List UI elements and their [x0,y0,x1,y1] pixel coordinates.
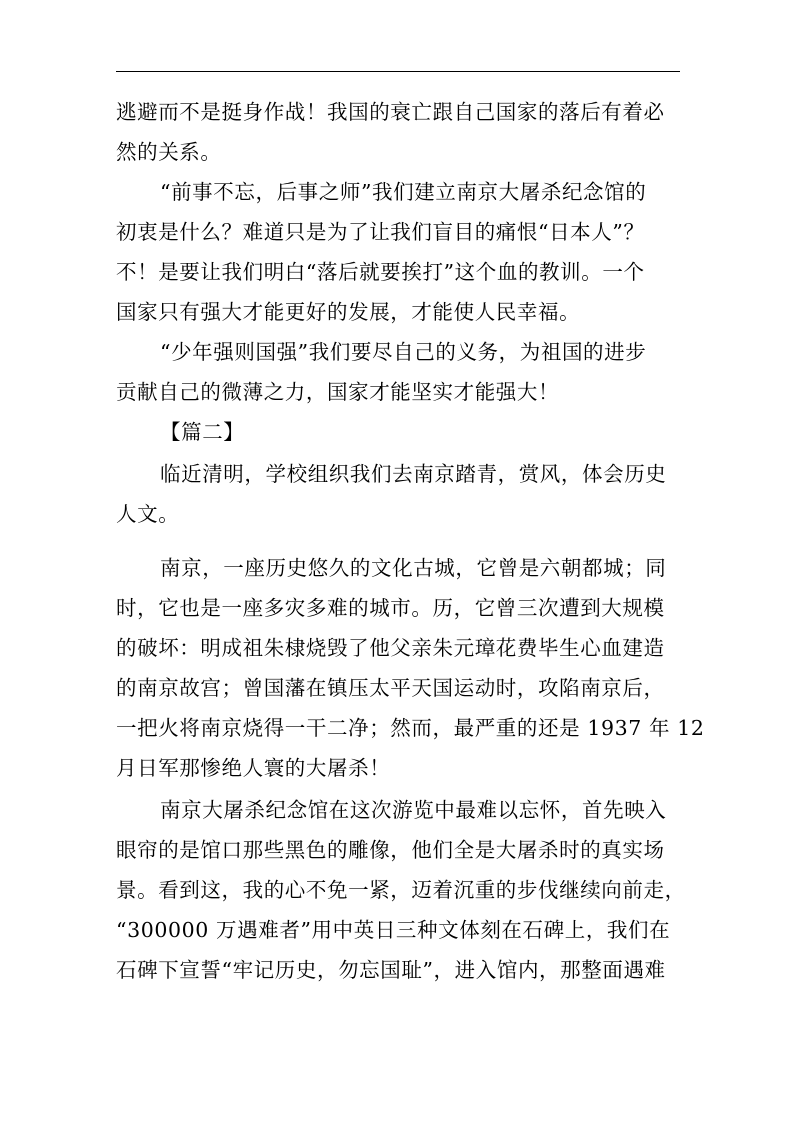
text-line: 的南京故宫；曾国藩在镇压太平天国运动时，攻陷南京后， [116,676,665,700]
header-rule [116,71,680,72]
text-line: “前事不忘，后事之师”我们建立南京大屠杀纪念馆的 [160,180,647,204]
text-line: 一把火将南京烧得一干二净；然而，最严重的还是 1937 年 12 [116,716,705,740]
text-line: 国家只有强大才能更好的发展，才能使人民幸福。 [116,300,581,324]
text-line: 逃避而不是挺身作战！我国的衰亡跟自己国家的落后有着必 [116,100,665,124]
text-line: 时，它也是一座多灾多难的城市。历，它曾三次遭到大规模 [116,596,665,620]
text-line: “少年强则国强”我们要尽自己的义务，为祖国的进步 [160,340,647,364]
text-line: 石碑下宣誓“牢记历史，勿忘国耻”，进入馆内，那整面遇难 [116,958,666,982]
text-line: 南京大屠杀纪念馆在这次游览中最难以忘怀，首先映入 [160,798,667,822]
text-line: 月日军那惨绝人寰的大屠杀！ [116,756,391,780]
text-line: 贡献自己的微薄之力，国家才能坚实才能强大！ [116,380,560,404]
text-line: 然的关系。 [116,140,222,164]
text-line: 的破坏：明成祖朱棣烧毁了他父亲朱元璋花费毕生心血建造 [116,636,665,660]
text-line: 南京，一座历史悠久的文化古城，它曾是六朝都城；同 [160,556,667,580]
text-line: 不！是要让我们明白“落后就要挨打”这个血的教训。一个 [116,260,645,284]
text-line: 景。看到这，我的心不免一紧，迈着沉重的步伐继续向前走， [116,878,686,902]
text-line: 初衷是什么？难道只是为了让我们盲目的痛恨“日本人”？ [116,220,645,244]
section-heading: 【篇二】 [160,420,245,444]
text-line: 人文。 [116,502,180,526]
text-line: 临近清明，学校组织我们去南京踏青，赏风，体会历史 [160,462,667,486]
text-line: “300000 万遇难者”用中英日三种文体刻在石碑上，我们在 [116,918,671,942]
text-line: 眼帘的是馆口那些黑色的雕像，他们全是大屠杀时的真实场 [116,838,665,862]
